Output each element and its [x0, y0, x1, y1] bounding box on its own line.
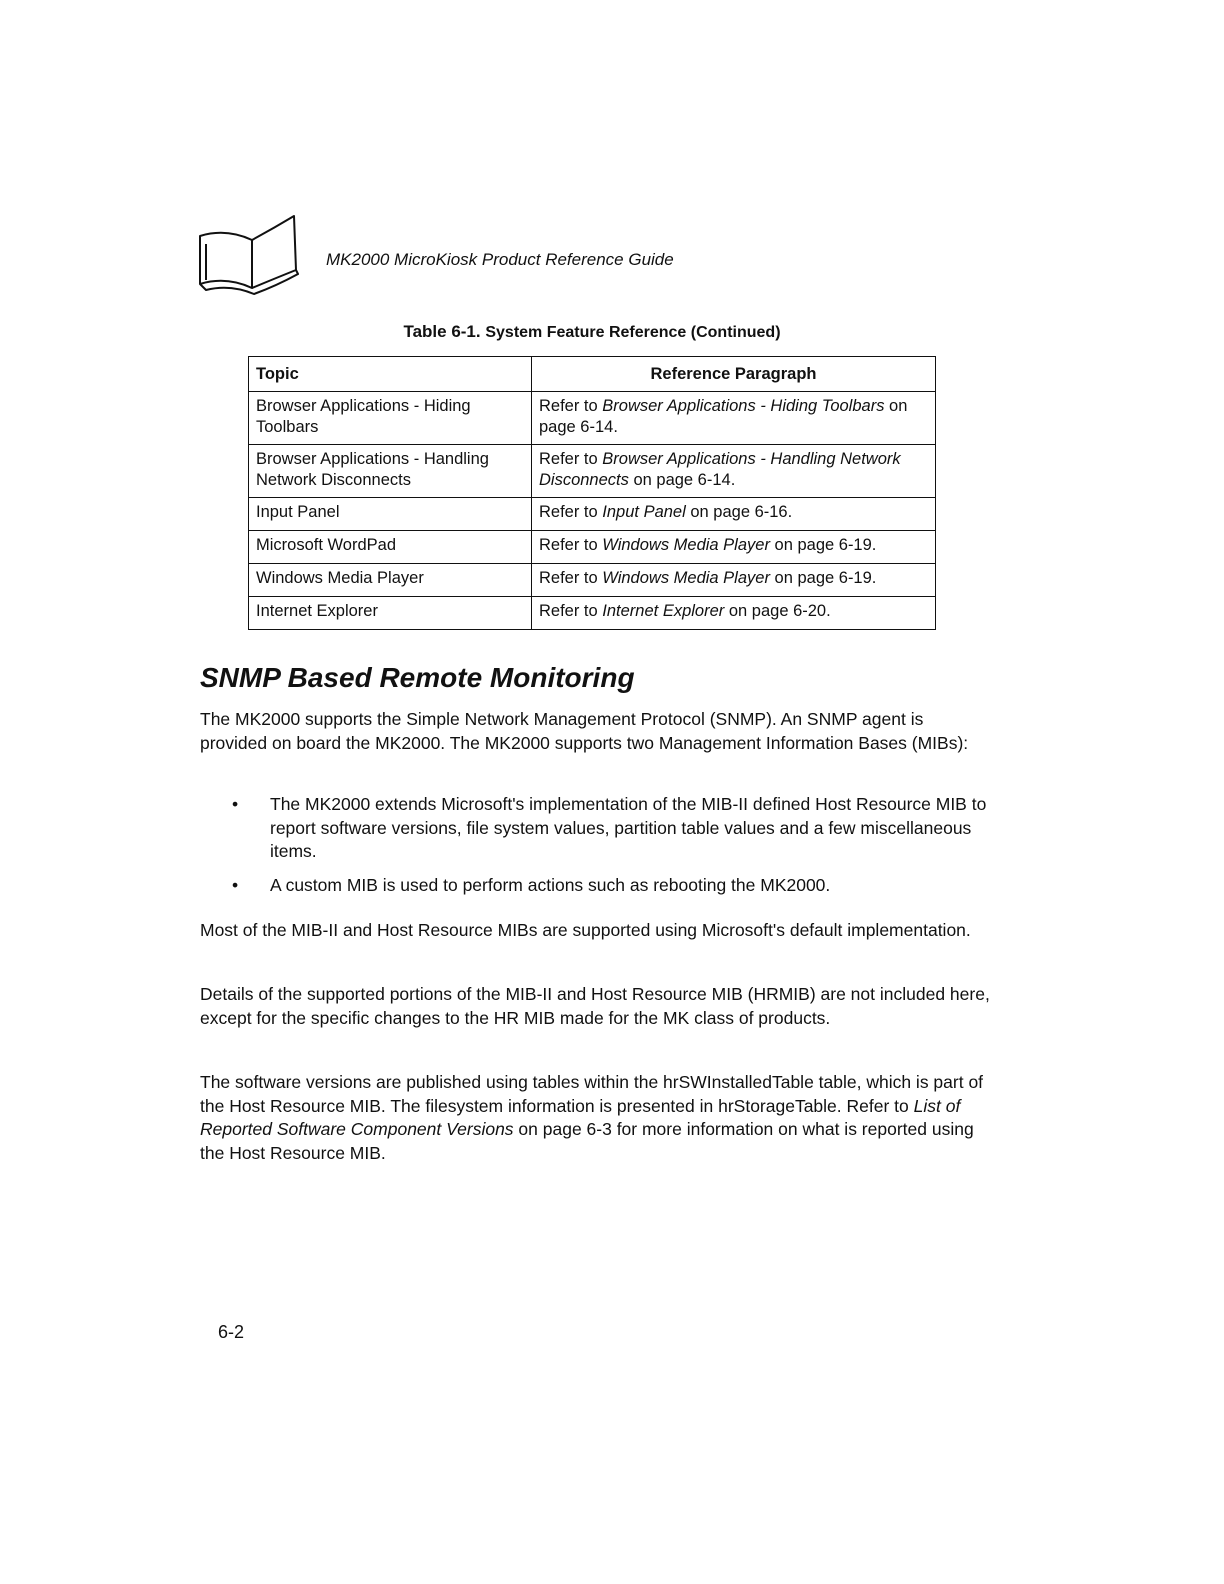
paragraph-hrmib-details: Details of the supported portions of the MIB-II and Host Resource MIB (HRMIB) are not included here, except for the specific changes to the HR MIB made for the MK class of products. [200, 984, 990, 1028]
list-item: • The MK2000 extends Microsoft's implementation of the MIB-II defined Host Resource MIB to report software versions, file system values, partition table values and a few miscellaneous items. [232, 794, 987, 861]
reference-cell: Refer to Internet Explorer on page 6-20. [532, 597, 936, 630]
table-header-row [249, 357, 936, 392]
table-caption-text: System Feature Reference (Continued) [485, 324, 781, 341]
table-row [249, 597, 936, 630]
reference-cell: Refer to Input Panel on page 6-16. [532, 498, 936, 531]
paragraph-software-versions: The software versions are published using tables within the hrSWInstalledTable table, which is part of the Host Resource MIB. The filesystem information is presented in hrStorageTable. Refer to List of Reported Software Component Versions on page 6-3 for more information on what is reported using the Host Resource MIB. [200, 1072, 984, 1163]
table-row [249, 392, 936, 445]
column-header-reference: Reference Paragraph [532, 357, 936, 392]
topic-cell: Microsoft WordPad [249, 531, 532, 564]
bullet-icon: • [232, 874, 239, 895]
paragraph-default-implementation: Most of the MIB-II and Host Resource MIBs are supported using Microsoft's default implementation. [200, 920, 971, 940]
reference-cell: Refer to Windows Media Player on page 6-19. [532, 531, 936, 564]
running-header: MK2000 MicroKiosk Product Reference Guide [326, 250, 674, 269]
section-heading: SNMP Based Remote Monitoring [200, 662, 635, 693]
page-number: 6-2 [218, 1322, 245, 1342]
topic-cell: Internet Explorer [249, 597, 532, 630]
column-header-topic: Topic [249, 357, 532, 392]
table-row [249, 445, 936, 498]
list-item: • A custom MIB is used to perform actions such as rebooting the MK2000. [232, 874, 992, 898]
cross-reference-link-text: List of Reported Software Component Versions [200, 1095, 961, 1139]
reference-cell: Refer to Browser Applications - Handling Network Disconnects on page 6-14. [532, 445, 936, 498]
reference-cell: Refer to Browser Applications - Hiding Toolbars on page 6-14. [532, 392, 936, 445]
topic-cell: Input Panel [249, 498, 532, 531]
reference-cell: Refer to Windows Media Player on page 6-19. [532, 564, 936, 597]
book-icon [196, 214, 306, 296]
table-row [249, 531, 936, 564]
bullet-icon: • [232, 794, 239, 814]
table-caption [248, 322, 936, 342]
table-caption-label: Table 6-1. [403, 322, 481, 341]
system-feature-table [248, 356, 936, 630]
mib-bullet-list [232, 793, 992, 907]
intro-paragraph: The MK2000 supports the Simple Network Management Protocol (SNMP). An SNMP agent is provided on board the MK2000. The MK2000 supports two Management Information Bases (MIBs): [200, 709, 969, 753]
topic-cell: Browser Applications - Hiding Toolbars [249, 392, 532, 445]
table-row [249, 564, 936, 597]
topic-cell: Windows Media Player [249, 564, 532, 597]
table-row [249, 498, 936, 531]
topic-cell: Browser Applications - Handling Network Disconnects [249, 445, 532, 498]
